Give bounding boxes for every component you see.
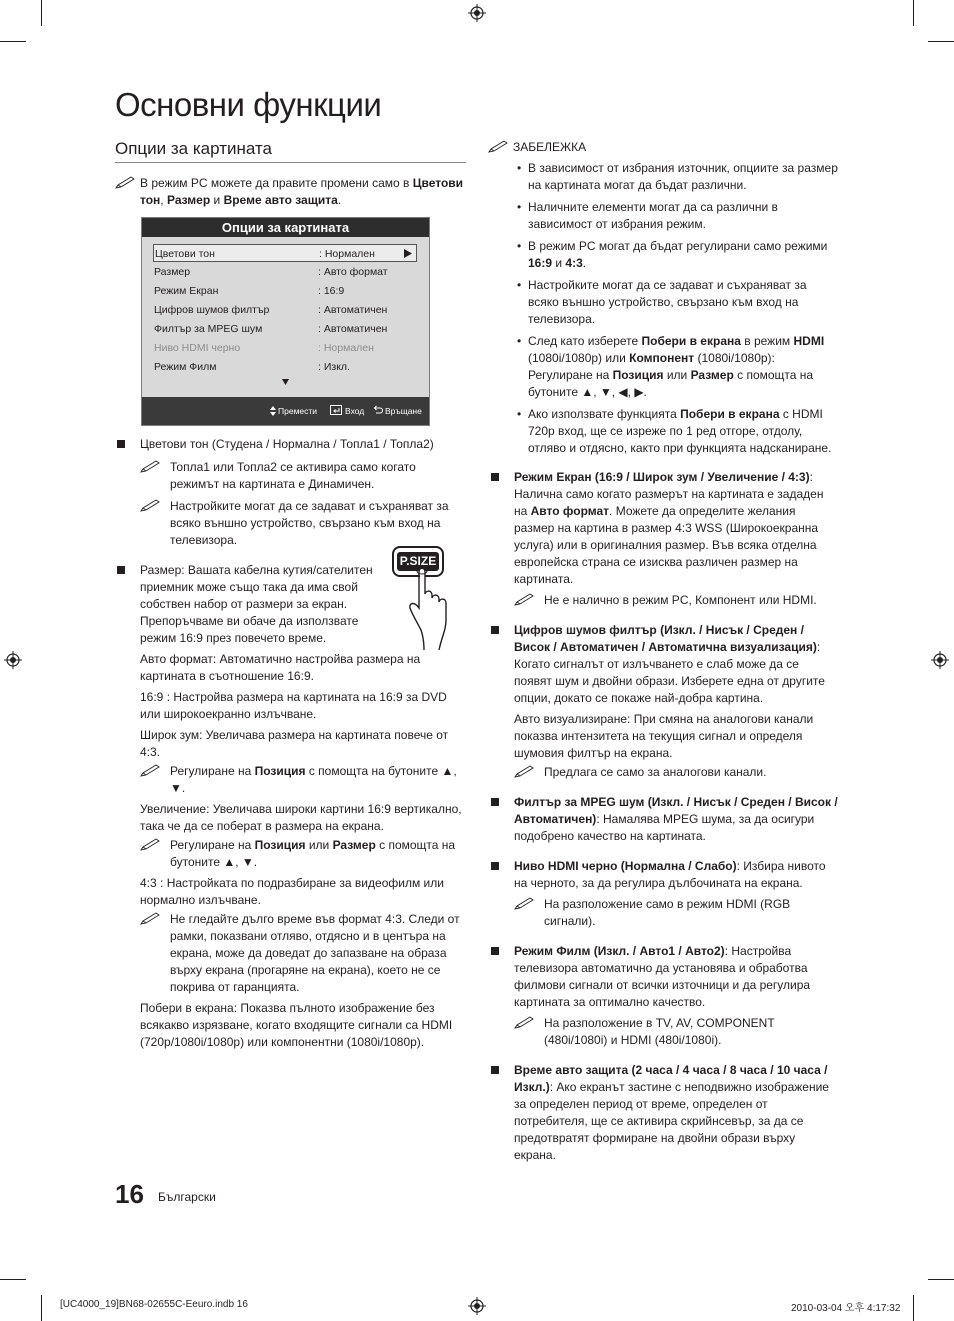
bullet-item [114,436,466,549]
note-head: ЗАБЕЛЕЖКА [513,140,587,154]
note-pencil-icon [140,764,162,778]
osd-row-label: Филтър за MPEG шум [154,323,263,335]
note-list-item: • Настройките могат да се задават и съхраняват за всяко външно устройство, свързано към вход на телевизора. [515,277,838,328]
bullet-square-icon [491,862,499,870]
note-bold: Топла1 [170,460,210,474]
registration-mark-icon [468,4,486,22]
note [140,498,466,549]
note [514,1015,838,1049]
note-text: В режим PC можете да правите промени само в [140,176,413,190]
bullet-desc: : Когато сигналът от излъчването е слаб може да се появят шум и двойни образи. Изберете една от другите опции, докато се покаже най-добра картина. [514,640,825,705]
bullet-square-icon [491,473,499,481]
registration-mark-icon [468,1297,486,1315]
sub-title: 16:9 [140,690,164,704]
bullet-text [514,1062,838,1164]
osd-row-label: Размер [154,266,191,278]
bullet-item [488,858,838,930]
item-text: В режим PC могат да бъдат регулирани само режими [528,239,828,253]
bullet-title: Размер [140,563,182,577]
note-pencil-icon [514,593,536,607]
note-list-item [515,406,838,457]
sub-item [140,651,466,685]
sub-desc: : При смяна на аналогови канали показва интензитета на текущия сигнал и определя шумовия филтър на екрана. [514,712,814,760]
sub-item [140,801,466,835]
bullet-item [488,1062,838,1164]
note-pencil-icon [115,176,137,190]
bullet-text [514,469,838,588]
sub-desc: : Увеличава широки картини 16:9 вертикално, така че да се поберат в размера на екрана. [140,802,462,833]
item-text: с помощта на бутоните ▲, ▼, ◀, ▶. [528,368,814,399]
bullet-title: Режим Филм (Изкл. / Авто1 / Авто2) [514,944,725,958]
item-text: и [552,256,566,270]
intro-note [115,175,465,209]
osd-row[interactable] [153,282,417,300]
note-pencil-icon [140,838,162,852]
sub-title: Авто формат [140,652,213,666]
note-text: Регулиране на [170,838,255,852]
note [140,459,466,493]
bullet-text [140,562,375,647]
note-bold: Позиция [254,764,306,778]
bullet-item [488,794,838,845]
bullet-bold: Авто формат [530,504,610,518]
page-language: Български [158,1190,216,1204]
note-text: Не гледайте дълго време във формат 4:3. Следи от рамки, показвани отляво, отдясно и в центъра на екрана, може да доведат до запазване на образа върху екрана (прогаряне на екрана), което не се покрива от гаранцията. [170,912,460,994]
note-text: Настройките могат да се задават и съхраняват за всяко външно устройство, свързано към вход на телевизора. [170,499,449,547]
osd-row-selected[interactable] [153,244,417,262]
note-pencil-icon [140,912,162,926]
note-text: . [371,477,375,491]
item-bold: Побери в екрана [641,334,741,348]
crop-mark [0,1279,26,1280]
item-bold: Позиция [612,368,664,382]
sub-desc: : Показва пълното изображение без всякакво изрязване, когато входящите сигнали са HDMI (720p/1080i/1080p) или компонентни (1080i/1080p). [140,1001,453,1049]
note-list-item [515,333,838,401]
return-icon [373,405,383,415]
note-bold: Време авто защита [223,193,338,207]
item-bold: Размер [690,368,734,382]
osd-enter-label: Вход [345,406,365,416]
bullet-title: Филтър за MPEG шум (Изкл. / Нисък / Среден / Висок / Автоматичен) [514,795,838,826]
bullet-title: Време авто защита (2 часа / 4 часа / 8 часа / 10 часа / Изкл.) [514,1063,828,1094]
note-bold: Топла2 [237,460,277,474]
print-slug-file: [UC4000_19]BN68-02655C-Eeuro.indb 16 [60,1299,248,1310]
osd-move-label: Премести [278,406,318,416]
bullet-desc: : Ако екранът застине с неподвижно изображение за определен период от време, определен от потребителя, ще се активира скрийнсевър, за да се предотвратят формиране на двойни образи върху екрана. [514,1080,829,1162]
bullet-text [514,943,838,1011]
osd-row-label: Ниво HDMI черно [154,342,241,354]
note-pencil-icon [514,765,536,779]
osd-row[interactable] [153,263,417,281]
arrow-right-icon [404,249,412,258]
bullet-title: Цветови тон (Студена / Нормална / Топла1 / Топла2) [140,437,434,451]
sub-desc: : Настройва размера на картината на 16:9 за DVD или широкоекранно излъчване. [140,690,447,721]
crop-mark [41,1295,42,1321]
sub-item [514,711,838,762]
bullet-square-icon [491,626,499,634]
note-bold: Цветови тон [140,176,464,207]
note-bold: Позиция [254,838,306,852]
item-text: . [582,256,587,270]
osd-row-value: : Изкл. [318,361,350,373]
item-bold: Побери в екрана [680,407,780,421]
bullet-square-icon [117,440,125,448]
note-text: с помощта на бутоните ▲, ▼. [170,764,457,795]
osd-row[interactable] [153,301,417,319]
sub-item [140,689,466,723]
registration-mark-icon [4,651,22,669]
section-divider [115,162,466,163]
psize-label: P.SIZE [397,552,439,571]
bullet-desc: : Налична само когато размерът на картината е зададен на [514,470,824,518]
note-bold: Динамичен [308,477,372,491]
item-text: (1080i/1080p) или [528,351,630,365]
bullet-desc: . Можете да определите желания размер на картина в размер 4:3 WSS (Широкоекранна услуга) или в оригиналния размер. Във всяка отделна европейска страна се изисква различен размер на картината. [514,504,819,586]
note-list-item [515,238,838,272]
sub-desc: : Увеличава размера на картината повече от 4:3. [140,728,449,759]
bullet-text [514,622,838,707]
print-slug-date: 2010-03-04 오후 4:17:32 [791,1303,901,1314]
crop-mark [0,41,26,42]
bullet-title: Ниво HDMI черно (Нормална / Слабо) [514,859,737,873]
note-text: . [337,193,342,207]
osd-row-label: Режим Екран [154,285,219,297]
note [140,837,466,871]
osd-menu [141,217,430,426]
note [140,763,466,797]
note-bold: Размер [166,193,211,207]
note-text: Регулиране на [170,764,255,778]
osd-footer [142,397,429,425]
note-text: или [305,838,333,852]
hand-pointer-icon [409,564,464,650]
osd-row-disabled [153,339,417,357]
bullet-text [514,858,838,892]
osd-row[interactable] [153,358,417,376]
bullet-item [488,469,838,609]
sub-title: Широк зум [140,728,200,742]
bullet-title: Цифров шумов филтър (Изкл. / Нисък / Среден / Висок / Автоматичен / Автоматична визуализация) [514,623,817,654]
sub-title: Авто визуализиране [514,712,628,726]
bullet-title: Режим Екран (16:9 / Широк зум / Увеличение / 4:3) [514,470,810,484]
left-column [114,436,466,1051]
note [514,764,838,781]
osd-row-label: Режим Филм [154,361,217,373]
bullet-square-icon [491,798,499,806]
osd-row-value: : 16:9 [318,285,345,297]
osd-row-value: : Авто формат [318,266,388,278]
section-title: Опции за картината [115,139,273,158]
note-pencil-icon [140,499,162,513]
note [140,911,466,996]
osd-row-value: : Нормален [319,248,375,260]
note-list-item: • В зависимост от избрания източник, опциите за размер на картината могат да бъдат различни. [515,160,838,194]
note [514,592,838,609]
item-text: След като изберете [528,334,642,348]
note-text: Не е налично в режим PC, Компонент или HDMI. [544,593,817,607]
note-pencil-icon [140,460,162,474]
bullet-square-icon [491,947,499,955]
sub-item [140,727,466,761]
note-text: Предлага се само за аналогови канали. [544,765,767,779]
bullet-square-icon [117,566,125,574]
crop-mark [41,0,42,26]
psize-illustration [392,546,464,650]
bullet-desc: : Настройва телевизора автоматично да установява и обработва филмови сигнали от всички източници и да регулира картината за оптимално качество. [514,944,811,1009]
note-list-item: • Наличните елементи могат да са различни в зависимост от избрания режим. [515,199,838,233]
note-pencil-icon [514,897,536,911]
note-list [488,160,838,457]
note-text: или [209,460,237,474]
item-text: с HDMI 720p вход, ще се изреже по 1 ред отгоре, отдолу, отляво и отдясно, както при функцията надсканиране. [528,407,832,455]
note-text: с помощта на бутоните ▲, ▼. [170,838,456,869]
item-bold: HDMI [793,334,825,348]
sub-desc: : Автоматично настройва размера на картината в съотношение 16:9. [140,652,421,683]
osd-return-label: Връщане [385,406,422,416]
note-pencil-icon [514,1016,536,1030]
page-title: Основни функции [115,86,382,123]
right-column [488,139,838,1164]
sub-item [140,1000,466,1051]
registration-mark-icon [931,651,949,669]
bullet-desc: : Вашата кабелна кутия/сателитен приемник може също така да има свой собствен набор от размери за екран. Препоръчваме ви обаче да използвате режим 16:9 през повечето време. [140,563,373,645]
osd-title: Опции за картината [142,218,429,237]
note-pencil-icon [488,140,510,154]
sub-title: Побери в екрана [140,1001,234,1015]
note-header [488,139,838,156]
bullet-desc: : Намалява MPEG шума, за да осигури подобрено качество на картината. [514,812,815,843]
item-text: или [663,368,691,382]
note [514,896,838,930]
crop-mark [928,41,954,42]
sub-title: Увеличение [140,802,207,816]
item-text: Ако използвате функцията [528,407,681,421]
osd-row-value: : Автоматичен [318,304,388,316]
note-text: , [160,193,167,207]
item-bold: Компонент [629,351,695,365]
sub-item [140,875,466,909]
bullet-square-icon [491,1066,499,1074]
bullet-desc: : Избира нивото на черното, за да регулира дълбочината на екрана. [514,859,826,890]
sub-title: 4:3 [140,876,157,890]
bullet-item [488,622,838,781]
scroll-down-icon[interactable] [282,379,289,385]
crop-mark [913,1295,914,1321]
note-text: и [210,193,224,207]
bullet-text [514,794,838,845]
osd-row-value: : Нормален [318,342,374,354]
osd-row-value: : Автоматичен [318,323,388,335]
note-text: се активира само когато режимът на картината е [170,460,416,491]
crop-mark [928,1279,954,1280]
note-text: На разположение само в режим HDMI (RGB сигнали). [544,897,791,928]
item-bold: 16:9 [528,256,553,270]
sub-desc: : Настройката по подразбиране за видеофилм или нормално излъчване. [140,876,444,907]
note-bold: Размер [332,838,376,852]
up-down-icon [270,406,276,416]
osd-row-label: Цифров шумов филтър [154,304,270,316]
enter-icon [330,405,342,415]
item-text: в режим [740,334,794,348]
page-number: 16 [115,1179,144,1209]
osd-row[interactable] [153,320,417,338]
item-text: (1080i/1080p): Регулиране на [528,351,775,382]
crop-mark [913,0,914,26]
note-text: На разположение в TV, AV, COMPONENT (480i/1080i) и HDMI (480i/1080i). [544,1016,775,1047]
item-bold: 4:3 [565,256,583,270]
osd-row-label: Цветови тон [155,248,215,260]
bullet-item [488,943,838,1049]
